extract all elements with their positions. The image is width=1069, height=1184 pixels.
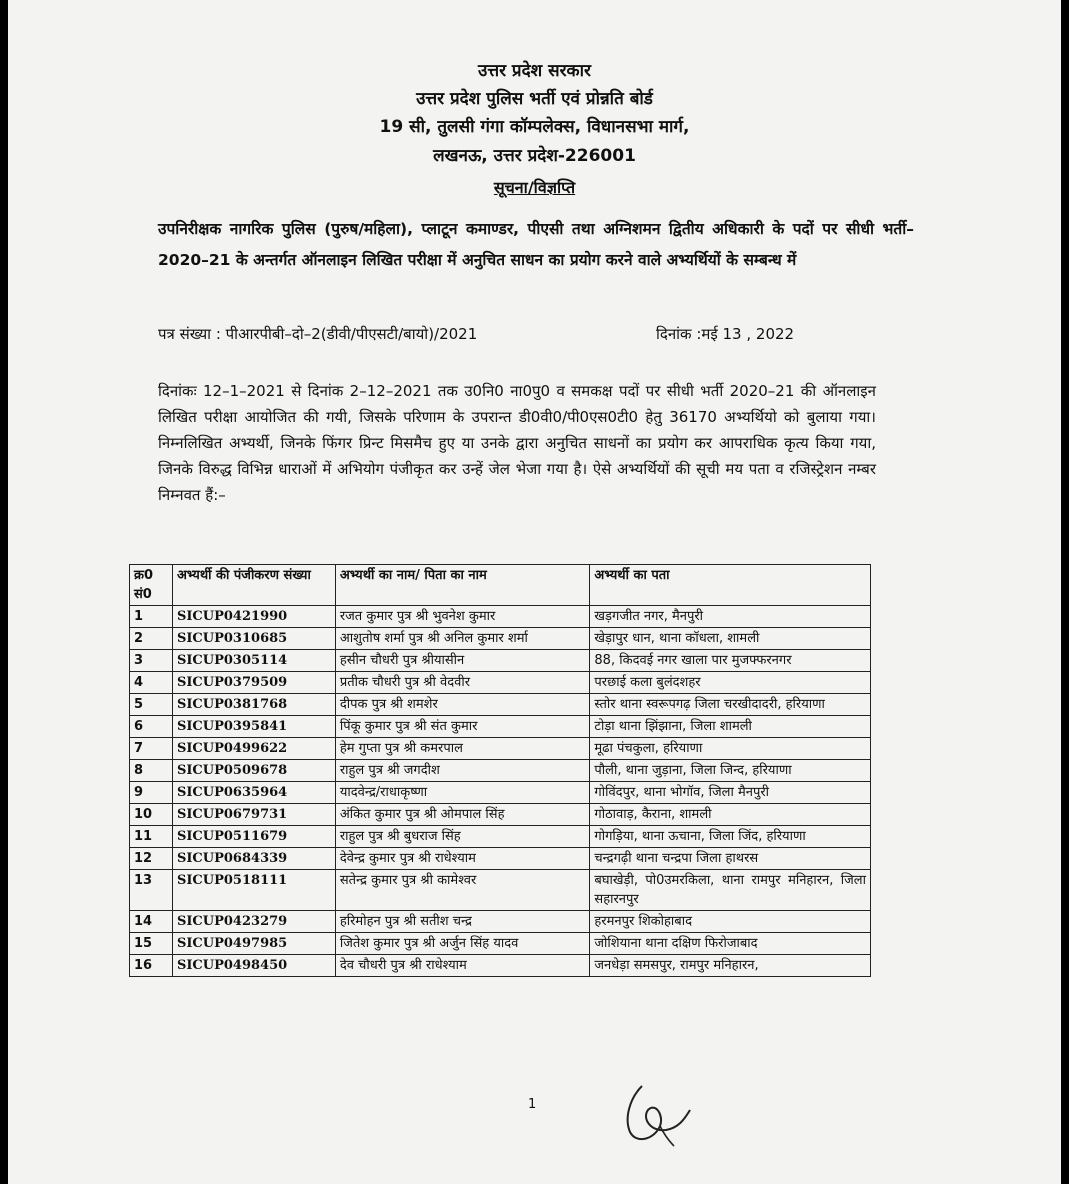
cell-name: अंकित कुमार पुत्र श्री ओमपाल सिंह bbox=[335, 804, 590, 826]
cell-sno: 3 bbox=[130, 650, 173, 672]
cell-reg: SICUP0499622 bbox=[172, 738, 335, 760]
cell-reg: SICUP0381768 bbox=[172, 694, 335, 716]
cell-addr: गोविंदपुर, थाना भोगॉव, जिला मैनपुरी bbox=[590, 782, 871, 804]
cell-addr: टोड़ा थाना झिंझाना, जिला शामली bbox=[590, 716, 871, 738]
cell-addr: 88, किदवई नगर खाला पार मुजफ्फरनगर bbox=[590, 650, 871, 672]
cell-sno: 10 bbox=[130, 804, 173, 826]
notice-title: सूचना/विज्ञप्ति bbox=[493, 178, 576, 197]
header-line-address: 19 सी, तुलसी गंगा कॉम्पलेक्स, विधानसभा मार्ग, bbox=[379, 117, 690, 137]
table-row bbox=[130, 738, 871, 760]
cell-sno: 1 bbox=[130, 606, 173, 628]
header-line-city: लखनऊ, उत्तर प्रदेश-226001 bbox=[433, 146, 636, 166]
cell-reg: SICUP0310685 bbox=[172, 628, 335, 650]
header-line-govt: उत्तर प्रदेश सरकार bbox=[478, 61, 591, 81]
cell-name: यादवेन्द्र/राधाकृष्णा bbox=[335, 782, 590, 804]
cell-reg: SICUP0635964 bbox=[172, 782, 335, 804]
cell-reg: SICUP0498450 bbox=[172, 955, 335, 977]
cell-reg: SICUP0511679 bbox=[172, 826, 335, 848]
header-sno: क्र0 सं0 bbox=[130, 565, 173, 606]
cell-addr: हरमनपुर शिकोहाबाद bbox=[590, 911, 871, 933]
cell-reg: SICUP0423279 bbox=[172, 911, 335, 933]
table-row bbox=[130, 848, 871, 870]
signature bbox=[620, 1080, 700, 1150]
cell-name: देवेन्द्र कुमार पुत्र श्री राधेश्याम bbox=[335, 848, 590, 870]
cell-sno: 16 bbox=[130, 955, 173, 977]
cell-name: रजत कुमार पुत्र श्री भुवनेश कुमार bbox=[335, 606, 590, 628]
cell-reg: SICUP0679731 bbox=[172, 804, 335, 826]
cell-sno: 12 bbox=[130, 848, 173, 870]
cell-name: राहुल पुत्र श्री बुधराज सिंह bbox=[335, 826, 590, 848]
cell-sno: 2 bbox=[130, 628, 173, 650]
header-reg: अभ्यर्थी की पंजीकरण संख्या bbox=[172, 565, 335, 606]
cell-sno: 15 bbox=[130, 933, 173, 955]
candidates-table bbox=[129, 564, 871, 977]
table-row bbox=[130, 716, 871, 738]
cell-addr: परछाई कला बुलंदशहर bbox=[590, 672, 871, 694]
cell-name: हेम गुप्ता पुत्र श्री कमरपाल bbox=[335, 738, 590, 760]
cell-sno: 5 bbox=[130, 694, 173, 716]
cell-addr: बघाखेड़ी, पो0उमरकिला, थाना रामपुर मनिहारन, जिला सहारनपुर bbox=[590, 870, 871, 911]
table-row bbox=[130, 694, 871, 716]
cell-name: हसीन चौधरी पुत्र श्रीयासीन bbox=[335, 650, 590, 672]
cell-name: जितेश कुमार पुत्र श्री अर्जुन सिंह यादव bbox=[335, 933, 590, 955]
cell-sno: 4 bbox=[130, 672, 173, 694]
cell-addr: जनधेड़ा समसपुर, रामपुर मनिहारन, bbox=[590, 955, 871, 977]
header-name: अभ्यर्थी का नाम/ पिता का नाम bbox=[335, 565, 590, 606]
cell-addr: चन्द्रगढ़ी थाना चन्द्रपा जिला हाथरस bbox=[590, 848, 871, 870]
table-header-row bbox=[130, 565, 871, 606]
cell-addr: पौली, थाना जुड़ाना, जिला जिन्द, हरियाणा bbox=[590, 760, 871, 782]
cell-reg: SICUP0497985 bbox=[172, 933, 335, 955]
cell-reg: SICUP0509678 bbox=[172, 760, 335, 782]
table-row bbox=[130, 650, 871, 672]
table-row bbox=[130, 606, 871, 628]
cell-sno: 9 bbox=[130, 782, 173, 804]
header-line-board: उत्तर प्रदेश पुलिस भर्ती एवं प्रोन्नति बोर्ड bbox=[416, 89, 653, 109]
cell-name: आशुतोष शर्मा पुत्र श्री अनिल कुमार शर्मा bbox=[335, 628, 590, 650]
cell-sno: 6 bbox=[130, 716, 173, 738]
cell-name: देव चौधरी पुत्र श्री राधेश्याम bbox=[335, 955, 590, 977]
cell-reg: SICUP0518111 bbox=[172, 870, 335, 911]
cell-reg: SICUP0421990 bbox=[172, 606, 335, 628]
table-row bbox=[130, 826, 871, 848]
cell-reg: SICUP0395841 bbox=[172, 716, 335, 738]
subject: उपनिरीक्षक नागरिक पुलिस (पुरुष/महिला), प्लाटून कमाण्डर, पीएसी तथा अग्निशमन द्वितीय अधिकारी के पदों पर सीधी भर्ती–2020–21 के अन्तर्गत ऑनलाइन लिखित परीक्षा में अनुचित साधन का प्रयोग करने वाले अभ्यर्थियों के सम्बन्ध में bbox=[158, 220, 914, 269]
table-row bbox=[130, 628, 871, 650]
header-addr: अभ्यर्थी का पता bbox=[590, 565, 871, 606]
table-row bbox=[130, 760, 871, 782]
cell-addr: स्तोर थाना स्वरूपगढ़ जिला चरखीदादरी, हरियाणा bbox=[590, 694, 871, 716]
page-number: 1 bbox=[528, 1097, 537, 1112]
cell-addr: मूढा पंचकुला, हरियाणा bbox=[590, 738, 871, 760]
cell-reg: SICUP0379509 bbox=[172, 672, 335, 694]
cell-addr: गोठावाड़, कैराना, शामली bbox=[590, 804, 871, 826]
letter-number: पत्र संख्या : पीआरपीबी–दो–2(डीवी/पीएसटी/बायो)/2021 bbox=[158, 325, 478, 343]
table-row bbox=[130, 782, 871, 804]
cell-sno: 8 bbox=[130, 760, 173, 782]
cell-name: पिंकू कुमार पुत्र श्री संत कुमार bbox=[335, 716, 590, 738]
cell-sno: 13 bbox=[130, 870, 173, 911]
cell-name: राहुल पुत्र श्री जगदीश bbox=[335, 760, 590, 782]
cell-addr: खेड़ापुर धान, थाना कॉधला, शामली bbox=[590, 628, 871, 650]
cell-sno: 7 bbox=[130, 738, 173, 760]
cell-addr: खड़गजीत नगर, मैनपुरी bbox=[590, 606, 871, 628]
cell-name: हरिमोहन पुत्र श्री सतीश चन्द्र bbox=[335, 911, 590, 933]
cell-name: प्रतीक चौधरी पुत्र श्री वेदवीर bbox=[335, 672, 590, 694]
table-row bbox=[130, 870, 871, 911]
body-paragraph: दिनांकः 12–1–2021 से दिनांक 2–12–2021 तक उ0नि0 ना0पु0 व समकक्ष पदों पर सीधी भर्ती 2020–21 की ऑनलाइन लिखित परीक्षा आयोजित की गयी, जिसके परिणाम के उपरान्त डी0वी0/पी0एस0टी0 हेतु 36170 अभ्यर्थियो को बुलाया गया। निम्नलिखित अभ्यर्थी, जिनके फिंगर प्रिन्ट मिसमैच हुए या उनके द्वारा अनुचित साधनों का प्रयोग कर आपराधिक कृत्य किया गया, जिनके विरुद्ध विभिन्न धाराओं में अभियोग पंजीकृत कर उन्हें जेल भेजा गया है। ऐसे अभ्यर्थियों की सूची मय पता व रजिस्ट्रेशन नम्बर निम्नवत हैं:– bbox=[158, 382, 876, 504]
cell-name: दीपक पुत्र श्री शमशेर bbox=[335, 694, 590, 716]
cell-sno: 14 bbox=[130, 911, 173, 933]
cell-reg: SICUP0684339 bbox=[172, 848, 335, 870]
table-row bbox=[130, 804, 871, 826]
cell-reg: SICUP0305114 bbox=[172, 650, 335, 672]
table-row bbox=[130, 955, 871, 977]
cell-addr: गोगड़िया, थाना ऊचाना, जिला जिंद, हरियाणा bbox=[590, 826, 871, 848]
cell-sno: 11 bbox=[130, 826, 173, 848]
table-row bbox=[130, 672, 871, 694]
cell-name: सतेन्द्र कुमार पुत्र श्री कामेश्वर bbox=[335, 870, 590, 911]
letter-date: दिनांक :मई 13 , 2022 bbox=[656, 325, 795, 343]
document-page bbox=[8, 0, 1061, 1184]
table-row bbox=[130, 911, 871, 933]
cell-addr: जोशियाना थाना दक्षिण फिरोजाबाद bbox=[590, 933, 871, 955]
table-row bbox=[130, 933, 871, 955]
